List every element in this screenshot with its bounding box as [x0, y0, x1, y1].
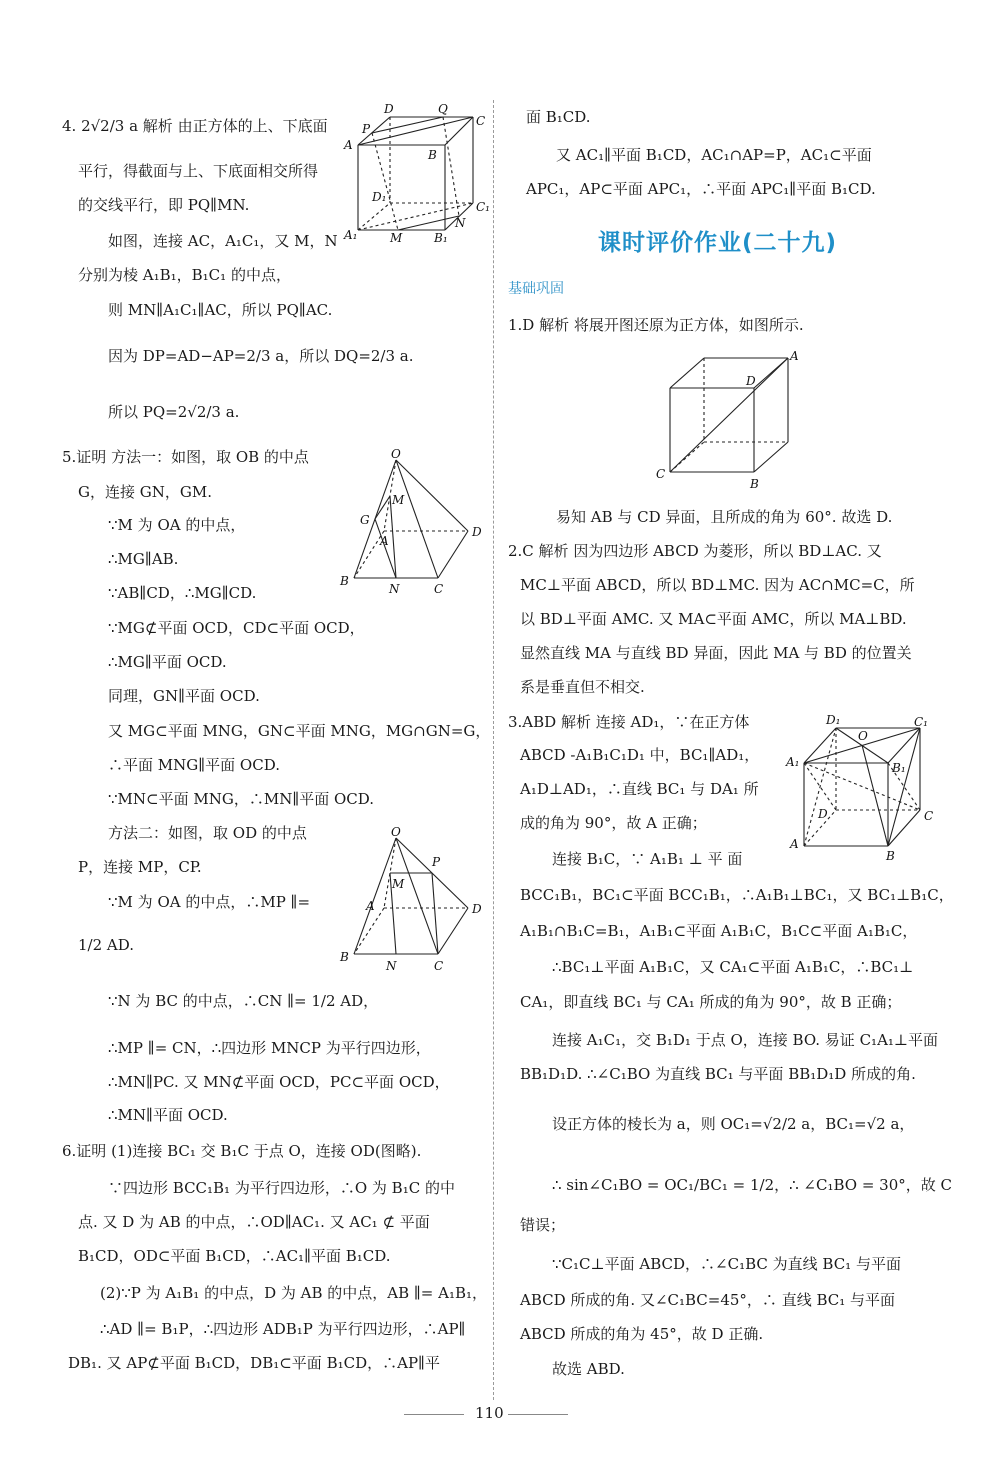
r2-line-1: 2.C 解析 因为四边形 ABCD 为菱形，所以 BD⊥AC. 又 [508, 542, 882, 560]
r1-line-2: 易知 AB 与 CD 异面，且所成的角为 60°. 故选 D. [556, 508, 893, 526]
r3-line-8: ∴BC₁⊥平面 A₁B₁C，又 CA₁⊂平面 A₁B₁C，∴BC₁⊥ [552, 958, 914, 976]
fig5a-label-4: D [472, 525, 482, 539]
r3-line-13: ∴ sin∠C₁BO = OC₁/BC₁ = 1/2，∴ ∠C₁BO = 30°，故 C [552, 1176, 953, 1194]
q5-line-5: ∵AB∥CD，∴MG∥CD. [108, 584, 257, 602]
q4-line-3: 的交线平行，即 PQ∥MN. [78, 196, 250, 214]
fig5b-label-3: A [366, 899, 375, 913]
q6-line-7: DB₁. 又 AP⊄平面 B₁CD，DB₁⊂平面 B₁CD，∴AP∥平 [68, 1354, 440, 1372]
r3-line-5: 连接 B₁C，∵ A₁B₁ ⊥ 平 面 [552, 850, 743, 868]
section-heading: 课时评价作业(二十九) [598, 230, 838, 256]
fig5a-label-7: C [434, 582, 444, 596]
r3-line-9: CA₁，即直线 BC₁ 与 CA₁ 所成的角为 90°，故 B 正确； [520, 993, 902, 1011]
figure-q5-pyramid-1 [336, 448, 496, 598]
q4-line-1: 4. 2√2/3 a 解析 由正方体的上、下底面 [62, 117, 328, 135]
q4-line-5: 分别为棱 A₁B₁，B₁C₁ 的中点， [78, 266, 291, 284]
q6-line-1: 6.证明 (1)连接 BC₁ 交 B₁C 于点 O，连接 OD(图略). [62, 1142, 422, 1160]
r3-line-4: 成的角为 90°，故 A 正确； [520, 814, 707, 832]
r2-line-5: 系是垂直但不相交. [520, 678, 645, 696]
r2-line-4: 显然直线 MA 与直线 BD 异面，因此 MA 与 BD 的位置关 [520, 644, 912, 662]
q5-line-17: ∴MP ∥= CN，∴四边形 MNCP 为平行四边形， [108, 1039, 431, 1057]
r3-line-10: 连接 A₁C₁，交 B₁D₁ 于点 O，连接 BO. 易证 C₁A₁⊥平面 [552, 1031, 939, 1049]
fig5b-label-0: O [391, 825, 401, 839]
q5-line-6: ∵MG⊄平面 OCD，CD⊂平面 OCD， [108, 619, 365, 637]
fig5b-label-7: C [434, 959, 444, 973]
q6-line-2: ∵四边形 BCC₁B₁ 为平行四边形，∴O 为 B₁C 的中 [108, 1179, 455, 1197]
fig4-label-8: A₁ [344, 228, 358, 242]
fig3-label-2: O [858, 729, 868, 743]
q5-line-3: ∵M 为 OA 的中点， [108, 516, 246, 534]
fig4-label-6: D₁ [372, 190, 387, 204]
fig5b-label-6: N [386, 959, 397, 973]
q6-line-4: B₁CD，OD⊂平面 B₁CD，∴AC₁∥平面 B₁CD. [78, 1247, 391, 1265]
q6-line-6: ∴AD ∥= B₁P，∴四边形 ADB₁P 为平行四边形，∴AP∥ [100, 1320, 466, 1338]
figure-r1-cube [652, 344, 812, 494]
fig4-label-3: P [362, 122, 371, 136]
q4-line-2: 平行，得截面与上、下底面相交所得 [78, 162, 319, 180]
r3-line-16: ABCD 所成的角. 又∠C₁BC=45°，∴ 直线 BC₁ 与平面 [520, 1291, 896, 1309]
fig3-label-0: D₁ [826, 713, 841, 727]
q5-line-10: ∴平面 MNG∥平面 OCD. [108, 756, 280, 774]
fig4-label-5: B [428, 148, 437, 162]
fig5a-label-1: M [392, 493, 405, 507]
r1-line-1: 1.D 解析 将展开图还原为正方体，如图所示. [508, 316, 804, 334]
r3-line-11: BB₁D₁D. ∴∠C₁BO 为直线 BC₁ 与平面 BB₁D₁D 所成的角. [520, 1065, 916, 1083]
q5-line-2: G，连接 GN，GM. [78, 483, 212, 501]
r2-line-3: 以 BD⊥平面 AMC. 又 MA⊂平面 AMC，所以 MA⊥BD. [520, 610, 907, 628]
section-subheading: 基础巩固 [508, 281, 564, 297]
r3-line-17: ABCD 所成的角为 45°，故 D 正确. [520, 1325, 764, 1343]
r3-line-15: ∵C₁C⊥平面 ABCD，∴∠C₁BC 为直线 BC₁ 与平面 [552, 1255, 901, 1273]
page-number-rule-left [404, 1414, 464, 1415]
q5-line-9: 又 MG⊂平面 MNG，GN⊂平面 MNG，MG∩GN=G， [108, 722, 491, 740]
q4-line-6: 则 MN∥A₁C₁∥AC，所以 PQ∥AC. [108, 301, 333, 319]
fig5a-label-5: B [340, 574, 349, 588]
fig5a-label-3: A [380, 534, 389, 548]
r3-line-14: 错误； [520, 1216, 566, 1234]
fig3-label-5: D [818, 807, 828, 821]
fig5b-label-4: D [472, 902, 482, 916]
q5-line-11: ∵MN⊂平面 MNG，∴MN∥平面 OCD. [108, 790, 375, 808]
fig1-label-1: A [790, 349, 799, 363]
fig5b-label-5: B [340, 950, 349, 964]
fig5b-label-1: P [432, 855, 441, 869]
q5-line-18: ∴MN∥PC. 又 MN⊄平面 OCD，PC⊂平面 OCD， [108, 1073, 450, 1091]
fig1-label-3: B [750, 477, 759, 491]
q5-line-7: ∴MG∥平面 OCD. [108, 653, 227, 671]
page-number-rule-right [508, 1414, 568, 1415]
fig3-label-3: A₁ [786, 755, 800, 769]
fig3-label-1: C₁ [914, 715, 928, 729]
q4-line-7: 因为 DP=AD−AP=2/3 a，所以 DQ=2/3 a. [108, 347, 414, 365]
page-number: 110 [475, 1404, 504, 1422]
q6-line-3: 点. 又 D 为 AB 的中点，∴OD∥AC₁. 又 AC₁ ⊄ 平面 [78, 1213, 430, 1231]
column-divider [493, 100, 494, 1400]
r3-line-1: 3.ABD 解析 连接 AD₁，∵在正方体 [508, 713, 750, 731]
q5-line-15: 1/2 AD. [78, 936, 135, 954]
right-top-line-1: 面 B₁CD. [526, 108, 591, 126]
figure-q5-pyramid-2 [336, 826, 496, 976]
fig3-label-8: B [886, 849, 895, 863]
fig4-label-4: A [344, 138, 353, 152]
r3-line-18: 故选 ABD. [552, 1360, 625, 1378]
q5-line-13: P，连接 MP，CP. [78, 858, 202, 876]
figure-r3-cube [782, 708, 942, 863]
r3-line-7: A₁B₁∩B₁C=B₁，A₁B₁⊂平面 A₁B₁C，B₁C⊂平面 A₁B₁C， [520, 922, 918, 940]
r3-line-3: A₁D⊥AD₁，∴直线 BC₁ 与 DA₁ 所 [520, 780, 759, 798]
r3-line-2: ABCD -A₁B₁C₁D₁ 中，BC₁∥AD₁， [520, 746, 760, 764]
fig1-label-2: C [656, 467, 666, 481]
fig4-label-10: N [455, 216, 466, 230]
q5-line-1: 5.证明 方法一：如图，取 OB 的中点 [62, 448, 309, 466]
q5-line-16: ∵N 为 BC 的中点，∴CN ∥= 1/2 AD， [108, 992, 379, 1010]
fig5a-label-0: O [391, 447, 401, 461]
r2-line-2: MC⊥平面 ABCD，所以 BD⊥MC. 因为 AC∩MC=C，所 [520, 576, 915, 594]
fig4-label-0: D [384, 102, 394, 116]
fig5b-label-2: M [392, 877, 405, 891]
right-top-line-3: APC₁，AP⊂平面 APC₁，∴平面 APC₁∥平面 B₁CD. [526, 180, 876, 198]
fig4-label-9: M [390, 231, 403, 245]
r3-line-6: BCC₁B₁，BC₁⊂平面 BCC₁B₁，∴A₁B₁⊥BC₁，又 BC₁⊥B₁C， [520, 886, 954, 904]
fig3-label-6: C [924, 809, 934, 823]
fig3-label-7: A [790, 837, 799, 851]
q4-line-8: 所以 PQ=2√2/3 a. [108, 403, 240, 421]
right-top-line-2: 又 AC₁∥平面 B₁CD，AC₁∩AP=P，AC₁⊂平面 [556, 146, 872, 164]
fig4-label-2: C [476, 114, 486, 128]
fig4-label-11: B₁ [434, 231, 448, 245]
fig3-label-4: B₁ [892, 761, 906, 775]
fig5a-label-6: N [389, 582, 400, 596]
q4-line-4: 如图，连接 AC，A₁C₁，又 M，N [108, 232, 338, 250]
q5-line-14: ∵M 为 OA 的中点，∴MP ∥= [108, 893, 311, 911]
figure-q4-cube [340, 102, 490, 245]
q5-line-19: ∴MN∥平面 OCD. [108, 1106, 228, 1124]
q6-line-5: (2)∵P 为 A₁B₁ 的中点，D 为 AB 的中点，AB ∥= A₁B₁， [100, 1284, 488, 1302]
q5-line-8: 同理，GN∥平面 OCD. [108, 687, 260, 705]
r3-line-12: 设正方体的棱长为 a，则 OC₁=√2/2 a，BC₁=√2 a， [552, 1115, 915, 1133]
q5-line-4: ∴MG∥AB. [108, 550, 179, 568]
fig5a-label-2: G [360, 513, 370, 527]
fig4-label-7: C₁ [476, 200, 490, 214]
fig1-label-0: D [746, 374, 756, 388]
q5-line-12: 方法二：如图，取 OD 的中点 [108, 824, 307, 842]
fig4-label-1: Q [438, 102, 448, 116]
